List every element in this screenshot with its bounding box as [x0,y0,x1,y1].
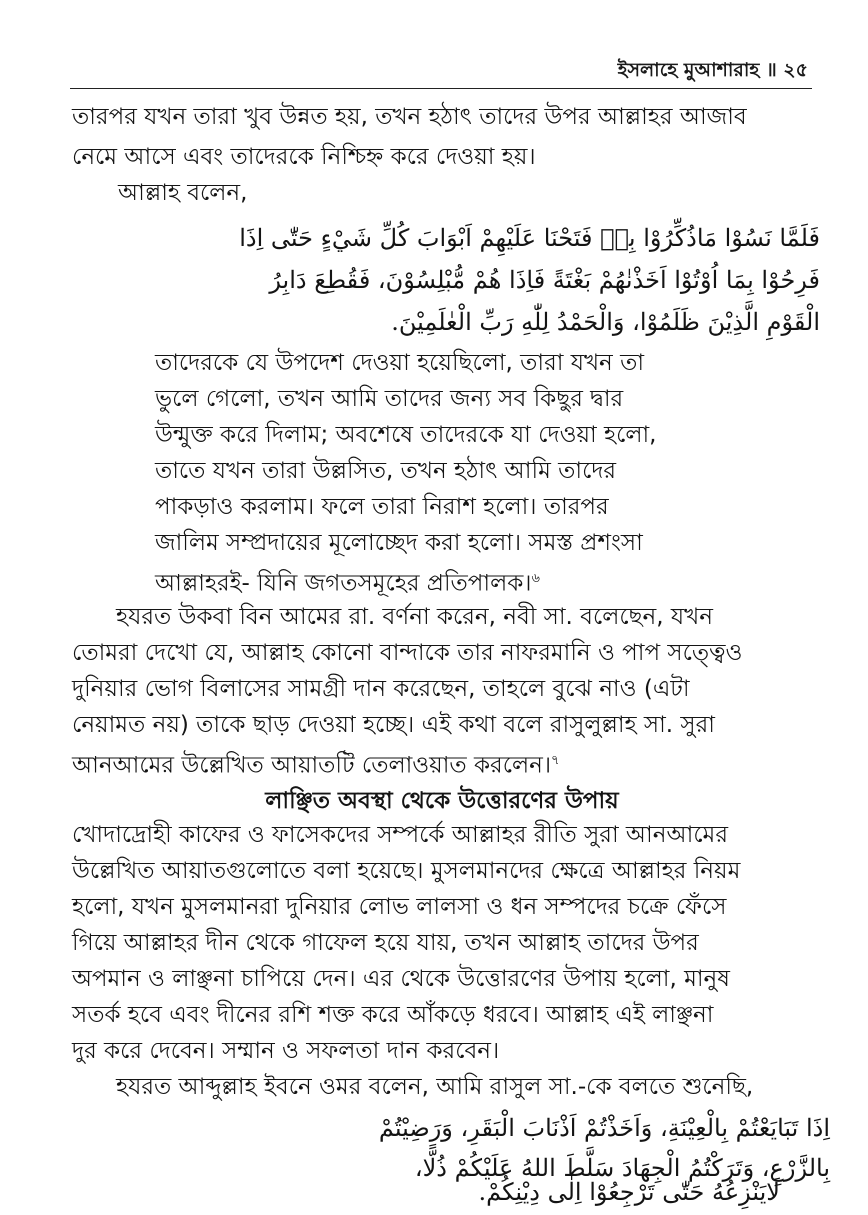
arabic-hadith-line: لَايَنْزِعُهُ حَتّٰى تَرْجِعُوْا اِلٰى دِيْنِكُمْ. [478,1178,780,1206]
body-line: অপমান ও লাঞ্ছনা চাপিয়ে দেন। এর থেকে উত্তোরণের উপায় হলো, মানুষ [72,966,730,992]
arabic-hadith-line: بِالزَّرْعِ، وَتَرَكْتُمُ الْجِهَادَ سَلَّطَ اللهُ عَلَيْكُمْ ذُلًّا، [414,1154,830,1182]
running-header: ইসলাহে মুআশারাহ ॥ ২৫ [617,59,808,81]
body-line: হলো, যখন মুসলমানরা দুনিয়ার লোভ লালসা ও ধন সম্পদের চক্রে ফেঁসে [72,894,727,920]
arabic-hadith-line: اِذَا تَبَايَعْتُمْ بِالْعِيْنَةِ، وَاَخَذْتُمْ اَذْنَابَ الْبَقَرِ، وَرَضِيْتُمْ [378,1114,830,1142]
body-line: দুর করে দেবেন। সম্মান ও সফলতা দান করবেন। [72,1038,500,1064]
body-line: খোদাদ্রোহী কাফের ও ফাসেকদের সম্পর্কে আল্লাহর রীতি সুরা আনআমের [72,822,728,848]
translation-line [155,562,735,601]
body-line: তারপর যখন তারা খুব উন্নত হয়, তখন হঠাৎ তাদের উপর আল্লাহর আজাব [72,104,747,130]
translation-line: পাকড়াও করলাম। ফলে তারা নিরাশ হলো। তারপর [155,494,609,520]
arabic-verse-line: فَرِحُوْا بِمَا اُوْتُوْا اَخَذْنٰهُمْ بَغْتَةً فَاِذَا هُمْ مُّبْلِسُوْنَ، فَقُطِعَ دَابِرُ [269,266,820,294]
translation-line: জালিম সম্প্রদায়ের মূলোচ্ছেদ করা হলো। সমস্ত প্রশংসা [155,530,643,556]
translation-line: তাদেরকে যে উপদেশ দেওয়া হয়েছিলো, তারা যখন তা [155,350,645,376]
translation-line: তাতে যখন তারা উল্লসিত, তখন হঠাৎ আমি তাদের [155,458,617,484]
translation-line: উন্মুক্ত করে দিলাম; অবশেষে তাদেরকে যা দেওয়া হলো, [155,422,657,448]
footnote-marker: ৭ [551,753,560,768]
body-line: নেমে আসে এবং তাদেরকে নিশ্চিহ্ন করে দেওয়া হয়। [72,144,536,170]
body-line: গিয়ে আল্লাহর দীন থেকে গাফেল হয়ে যায়, তখন আল্লাহ তাদের উপর [72,930,699,956]
body-line: দুনিয়ার ভোগ বিলাসের সামগ্রী দান করেছেন, তাহলে বুঝে নাও (এটা [72,676,690,702]
footnote-marker: ৬ [531,571,540,586]
arabic-verse-line: الْقَوْمِ الَّذِيْنَ ظَلَمُوْا، وَالْحَمْدُ لِلّٰهِ رَبِّ الْعٰلَمِيْنَ. [391,308,820,336]
body-line: আল্লাহ বলেন, [118,180,248,206]
body-line: সতর্ক হবে এবং দীনের রশি শক্ত করে আঁকড়ে ধরবে। আল্লাহ এই লাঞ্ছনা [72,1002,714,1028]
translation-line: ভুলে গেলো, তখন আমি তাদের জন্য সব কিছুর দ্বার [155,386,624,412]
body-line: নেয়ামত নয়) তাকে ছাড় দেওয়া হচ্ছে। এই কথা বলে রাসুলুল্লাহ সা. সুরা [72,712,715,738]
body-line: তোমরা দেখো যে, আল্লাহ কোনো বান্দাকে তার নাফরমানি ও পাপ সত্ত্বেও [72,640,743,666]
translation-text: আল্লাহরই- যিনি জগতসমূহের প্রতিপালক। [155,570,532,597]
arabic-verse-line: فَلَمَّا نَسُوْا مَاذُكِّرُوْا بِهٖ فَتَحْنَا عَلَيْهِمْ اَبْوَابَ كُلِّ شَيْءٍ حَتّٰى اِذَا [239,224,820,252]
section-heading: লাঞ্ছিত অবস্থা থেকে উত্তোরণের উপায় [265,788,619,814]
body-line: হযরত উকবা বিন আমের রা. বর্ণনা করেন, নবী সা. বলেছেন, যখন [116,604,713,630]
body-text: আনআমের উল্লেখিত আয়াতটি তেলাওয়াত করলেন। [72,752,552,779]
body-line: উল্লেখিত আয়াতগুলোতে বলা হয়েছে। মুসলমানদের ক্ষেত্রে আল্লাহর নিয়ম [72,858,741,884]
body-line: হযরত আব্দুল্লাহ ইবনে ওমর বলেন, আমি রাসুল সা.-কে বলতে শুনেছি, [116,1074,754,1100]
body-line [72,744,812,783]
header-rule [70,88,812,89]
